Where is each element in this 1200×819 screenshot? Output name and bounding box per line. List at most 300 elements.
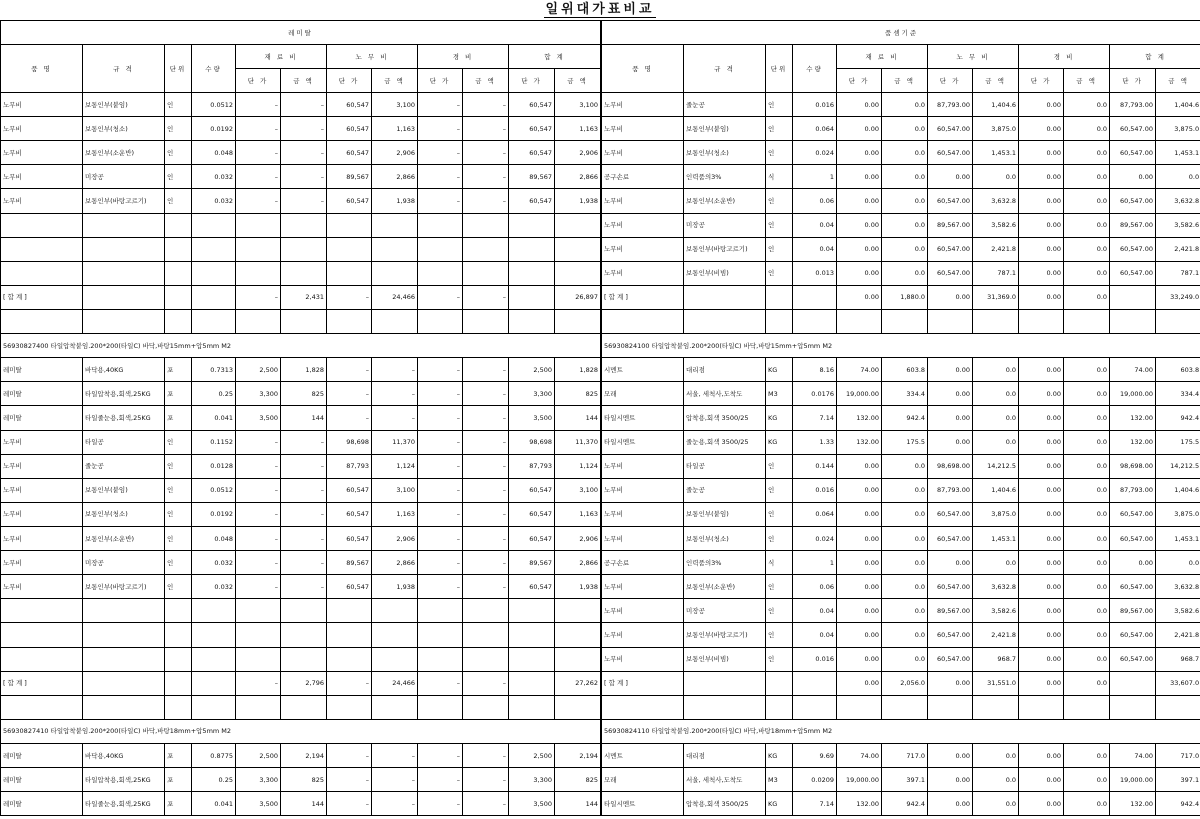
table-row [602,406,1200,430]
table-cell: 87,793 [327,454,372,478]
table-cell: 0.04 [793,623,837,647]
table-cell [418,623,463,647]
table-cell: – [236,671,281,695]
table-cell: 0.00 [837,599,882,623]
table-cell [1156,309,1200,333]
table-cell: 11,370 [372,430,418,454]
table-cell [684,285,766,309]
table-row [602,141,1200,165]
table-cell: 0.032 [192,189,236,213]
table-cell: 74.00 [837,743,882,767]
table-cell [372,695,418,719]
table-cell: 144 [281,406,327,430]
table-row [602,768,1200,792]
table-cell: 0.0 [1064,502,1110,526]
table-cell: 압착용,회색 3500/25 [684,406,766,430]
table-cell: – [327,792,372,816]
table-cell [463,695,509,719]
table-cell: 89,567.00 [1110,213,1156,237]
table-cell: 0.7313 [192,358,236,382]
table-cell: 27,262 [555,671,601,695]
table-row [602,189,1200,213]
table-cell: – [418,406,463,430]
table-cell: 60,547 [509,93,555,117]
table-cell: 노무비 [602,478,684,502]
sub-header-unit-price: 단 가 [327,69,372,93]
table-cell: 2,056.0 [882,671,928,695]
table-cell: 0.0 [1064,623,1110,647]
table-row [1,93,601,117]
table-cell: 1,453.1 [1156,141,1200,165]
table-cell: 미장공 [83,165,165,189]
table-cell: 2,421.8 [1156,237,1200,261]
table-cell: 1,404.6 [1156,478,1200,502]
table-cell [83,695,165,719]
table-cell: 0.00 [928,792,973,816]
table-row [602,382,1200,406]
col-header-spec: 규 격 [83,45,165,93]
table-cell [236,695,281,719]
table-cell: 1,880.0 [882,285,928,309]
table-cell: 타일압착용,회색,25KG [83,768,165,792]
table-cell [192,237,236,261]
table-cell: – [463,285,509,309]
table-cell: 대리점 [684,358,766,382]
table-cell: 0.041 [192,406,236,430]
table-cell: 2,500 [236,743,281,767]
table-cell: 175.5 [882,430,928,454]
table-cell: 0.0 [1064,406,1110,430]
table-cell: 노무비 [602,647,684,671]
section-header-row [1,719,601,743]
table-cell: 타일줄눈용,회색,25KG [83,792,165,816]
table-cell [165,309,192,333]
table-cell: 보통인부(바탕고르기) [684,237,766,261]
table-cell [555,261,601,285]
table-cell: – [327,406,372,430]
table-cell [509,261,555,285]
table-row [1,430,601,454]
table-cell: – [418,768,463,792]
table-cell: 60,547.00 [1110,189,1156,213]
table-cell: 0.0 [1064,768,1110,792]
table-cell: 인 [165,478,192,502]
table-cell: 3,500 [236,406,281,430]
table-cell: 인 [165,502,192,526]
table-cell: 2,421.8 [973,237,1019,261]
table-cell: 3,875.0 [973,502,1019,526]
table-cell: 1,828 [555,358,601,382]
table-cell: 60,547 [327,526,372,550]
table-cell: 0.25 [192,382,236,406]
table-cell: 3,100 [555,478,601,502]
table-cell: 0.048 [192,141,236,165]
table-cell [165,671,192,695]
table-cell: 0.00 [837,93,882,117]
table-cell: – [418,792,463,816]
table-cell: 인 [165,454,192,478]
table-cell: 0.00 [837,454,882,478]
table-cell: 24,466 [372,285,418,309]
table-cell: 타일시멘트 [602,792,684,816]
table-cell [372,213,418,237]
table-cell: 0.0 [973,768,1019,792]
table-cell: 60,547 [327,117,372,141]
table-cell: 0.0 [882,93,928,117]
table-cell: 노무비 [602,526,684,550]
table-cell [602,309,684,333]
table-row [1,647,601,671]
table-cell: 3,100 [555,93,601,117]
table-cell: 132.00 [1110,430,1156,454]
table-cell: 11,370 [555,430,601,454]
table-cell: 인 [766,502,793,526]
table-cell: – [236,575,281,599]
table-cell: 0.00 [1019,285,1064,309]
table-cell: – [463,768,509,792]
table-cell: 0.0 [973,743,1019,767]
table-cell: 0.25 [192,768,236,792]
table-cell: 3,582.6 [1156,213,1200,237]
table-cell [1064,695,1110,719]
table-cell [1,213,83,237]
table-row [602,261,1200,285]
table-cell: 0.0 [973,792,1019,816]
table-cell: – [236,285,281,309]
table-row [1,575,601,599]
table-cell [418,237,463,261]
table-cell: 0.00 [1019,141,1064,165]
table-cell: 보통인부(청소) [684,526,766,550]
table-row [602,743,1200,767]
table-cell: 60,547.00 [1110,141,1156,165]
table-cell [1,623,83,647]
table-cell [602,695,684,719]
table-cell: – [236,141,281,165]
table-cell: 3,875.0 [1156,502,1200,526]
table-cell: 0.00 [1019,165,1064,189]
sub-header-unit-price: 단 가 [1110,69,1156,93]
table-cell: – [327,743,372,767]
table-row [602,575,1200,599]
table-row [602,237,1200,261]
table-cell: 0.00 [1019,502,1064,526]
table-cell: 0.0 [1064,792,1110,816]
sub-header-unit-price: 단 가 [1019,69,1064,93]
table-row [1,599,601,623]
table-cell: 87,793 [509,454,555,478]
table-cell: 89,567 [509,551,555,575]
sub-header-amount: 금 액 [555,69,601,93]
table-row [1,671,601,695]
table-cell: 132.00 [837,792,882,816]
table-cell: – [463,575,509,599]
table-cell [766,285,793,309]
document-title: 일위대가표비교 [545,2,655,17]
table-cell: 0.04 [793,237,837,261]
table-cell: 보통인부(비빔) [684,261,766,285]
table-cell: 노무비 [1,93,83,117]
table-cell: KG [766,430,793,454]
sub-header-unit-price: 단 가 [236,69,281,93]
table-cell [418,695,463,719]
table-cell: 서울, 세척사,도착도 [684,382,766,406]
table-cell: – [418,743,463,767]
table-cell: – [418,165,463,189]
table-cell: – [418,478,463,502]
table-cell: 33,607.0 [1156,671,1200,695]
col-header-spec: 규 격 [684,45,766,93]
group-header-material: 재 료 비 [236,45,327,69]
table-cell: 397.1 [1156,768,1200,792]
table-cell: 3,300 [509,382,555,406]
table-cell: 0.00 [928,551,973,575]
table-cell [509,237,555,261]
section-code-title: 56930827410 타일압착붙임.200*200(타일C) 바닥,바탕18mm+압5mm M2 [1,719,601,743]
table-cell: 2,906 [372,526,418,550]
table-cell: 줄눈공 [684,93,766,117]
table-cell: 0.0 [882,478,928,502]
table-cell: 보통인부(청소) [83,502,165,526]
table-cell: 0.00 [928,671,973,695]
table-cell: 0.0 [973,165,1019,189]
table-cell: 0.00 [837,117,882,141]
table-cell: 3,582.6 [1156,599,1200,623]
table-cell: 보통인부(바탕고르기) [83,575,165,599]
table-cell: 825 [555,768,601,792]
table-cell: 0.0 [1064,575,1110,599]
table-cell: – [327,382,372,406]
table-cell: 노무비 [602,93,684,117]
table-cell: 74.00 [1110,743,1156,767]
table-cell: 0.0 [1156,165,1200,189]
table-cell: 1,404.6 [973,478,1019,502]
table-cell: 인 [766,189,793,213]
table-cell: KG [766,406,793,430]
table-cell: – [327,285,372,309]
table-cell: – [281,430,327,454]
table-cell: 0.00 [837,647,882,671]
table-cell: 미장공 [684,599,766,623]
table-cell: 2,906 [372,141,418,165]
col-header-qty: 수량 [793,45,837,93]
table-cell: 0.016 [793,93,837,117]
sub-header-amount: 금 액 [882,69,928,93]
table-cell: 2,194 [281,743,327,767]
table-cell: 0.0 [1064,526,1110,550]
table-cell [327,623,372,647]
table-cell [281,261,327,285]
table-cell: 인 [766,237,793,261]
table-cell [83,261,165,285]
table-cell: – [463,526,509,550]
table-cell: 0.0 [1064,599,1110,623]
table-cell: 0.04 [793,213,837,237]
table-cell: 0.0 [1064,551,1110,575]
table-cell: 인 [766,117,793,141]
table-cell [463,309,509,333]
table-cell: – [463,671,509,695]
table-cell: 노무비 [602,237,684,261]
table-cell [372,647,418,671]
table-cell [327,309,372,333]
table-cell: – [281,551,327,575]
table-cell: 0.0 [973,406,1019,430]
table-cell: 노무비 [602,454,684,478]
table-cell: 1,938 [372,575,418,599]
table-cell: 3,632.8 [1156,575,1200,599]
group-header-total: 합 계 [509,45,601,69]
table-cell: 968.7 [1156,647,1200,671]
table-cell: 2,866 [555,551,601,575]
table-cell [1,599,83,623]
table-cell: 0.00 [837,141,882,165]
table-row [1,358,601,382]
table-cell: 보통인부(붙임) [684,502,766,526]
table-cell: 87,793.00 [928,93,973,117]
table-cell: 0.00 [928,358,973,382]
table-cell: 19,000.00 [1110,382,1156,406]
table-cell [418,309,463,333]
table-cell: 60,547.00 [928,502,973,526]
table-cell: – [418,117,463,141]
table-cell: 타일시멘트 [602,406,684,430]
table-row [602,695,1200,719]
table-cell: 타일공 [684,454,766,478]
table-cell: 0.0 [882,261,928,285]
table-cell: 74.00 [837,358,882,382]
table-row [602,309,1200,333]
table-row [602,213,1200,237]
table-row [1,695,601,719]
table-cell [165,213,192,237]
table-cell: 0.00 [928,743,973,767]
table-cell: 0.00 [1019,454,1064,478]
table-cell: 레미탈 [1,406,83,430]
table-cell: 717.0 [882,743,928,767]
table-cell [372,623,418,647]
table-cell: 0.0 [882,526,928,550]
table-cell: – [418,285,463,309]
table-cell: 334.4 [882,382,928,406]
table-cell: 0.0 [1156,551,1200,575]
table-cell: 0.0 [1064,93,1110,117]
table-cell: 보통인부(소운반) [684,575,766,599]
table-cell: 19,000.00 [837,382,882,406]
table-cell [928,695,973,719]
table-cell: 3,500 [236,792,281,816]
table-cell [555,647,601,671]
table-cell: – [281,526,327,550]
table-cell: 인 [165,430,192,454]
table-cell [509,647,555,671]
table-cell: 줄눈공 [83,454,165,478]
table-cell: 0.0 [1064,285,1110,309]
table-cell: 노무비 [1,551,83,575]
table-cell: 60,547 [509,526,555,550]
table-cell: 1,453.1 [973,141,1019,165]
table-cell: 3,875.0 [973,117,1019,141]
table-cell: 98,698.00 [928,454,973,478]
table-cell: 노무비 [602,117,684,141]
table-cell: 0.0 [973,382,1019,406]
table-cell [1,309,83,333]
table-cell: 0.0 [1064,261,1110,285]
table-cell [1110,285,1156,309]
table-cell: – [236,526,281,550]
table-cell: [ 합 계 ] [602,671,684,695]
table-cell: – [281,575,327,599]
table-cell: – [236,478,281,502]
table-cell: 0.00 [837,502,882,526]
table-cell: 0.00 [1019,406,1064,430]
table-cell: 60,547 [509,478,555,502]
table-cell: 모래 [602,768,684,792]
sub-header-amount: 금 액 [281,69,327,93]
table-cell: 보통인부(붙임) [83,478,165,502]
table-cell: 레미탈 [1,358,83,382]
table-cell: 0.0 [1064,671,1110,695]
section-header-row [602,334,1200,358]
table-cell [555,309,601,333]
group-header-total: 합 계 [1110,45,1200,69]
table-cell: 1,938 [372,189,418,213]
table-cell: 19,000.00 [837,768,882,792]
table-row [1,551,601,575]
table-cell: 1,124 [372,454,418,478]
table-cell: 603.8 [1156,358,1200,382]
table-cell [1,261,83,285]
section-code-title: 56930824110 타일압착붙임.200*200(타일C) 바닥,바탕18mm+압5mm M2 [602,719,1200,743]
table-cell: 0.00 [1019,671,1064,695]
table-cell [973,695,1019,719]
table-cell: 인 [165,189,192,213]
table-cell: 3,582.6 [973,213,1019,237]
table-cell: 2,866 [555,165,601,189]
table-cell: 0.00 [1019,382,1064,406]
table-cell [463,237,509,261]
table-cell: 서울, 세척사,도착도 [684,768,766,792]
table-cell: – [281,141,327,165]
table-cell: 60,547 [327,575,372,599]
table-row [602,117,1200,141]
table-cell: 968.7 [973,647,1019,671]
table-cell: 26,897 [555,285,601,309]
table-cell: 2,866 [372,165,418,189]
table-cell: – [418,575,463,599]
table-cell [327,237,372,261]
table-cell: – [463,117,509,141]
table-row [1,743,601,767]
table-cell [165,261,192,285]
table-cell: 인 [165,117,192,141]
table-cell: 144 [281,792,327,816]
table-cell: 60,547.00 [928,647,973,671]
table-cell: – [236,430,281,454]
table-cell: [ 합 계 ] [1,671,83,695]
table-cell: 미장공 [684,213,766,237]
table-cell: 보통인부(청소) [684,141,766,165]
table-row [1,237,601,261]
table-cell: 1,404.6 [1156,93,1200,117]
table-cell: – [418,358,463,382]
table-cell: 노무비 [1,454,83,478]
section-code-title: 56930827400 타일압착붙임.200*200(타일C) 바닥,바탕15mm+압5mm M2 [1,334,601,358]
table-cell: 0.013 [793,261,837,285]
table-cell: 0.00 [837,623,882,647]
table-cell: 인 [165,165,192,189]
table-cell [192,647,236,671]
